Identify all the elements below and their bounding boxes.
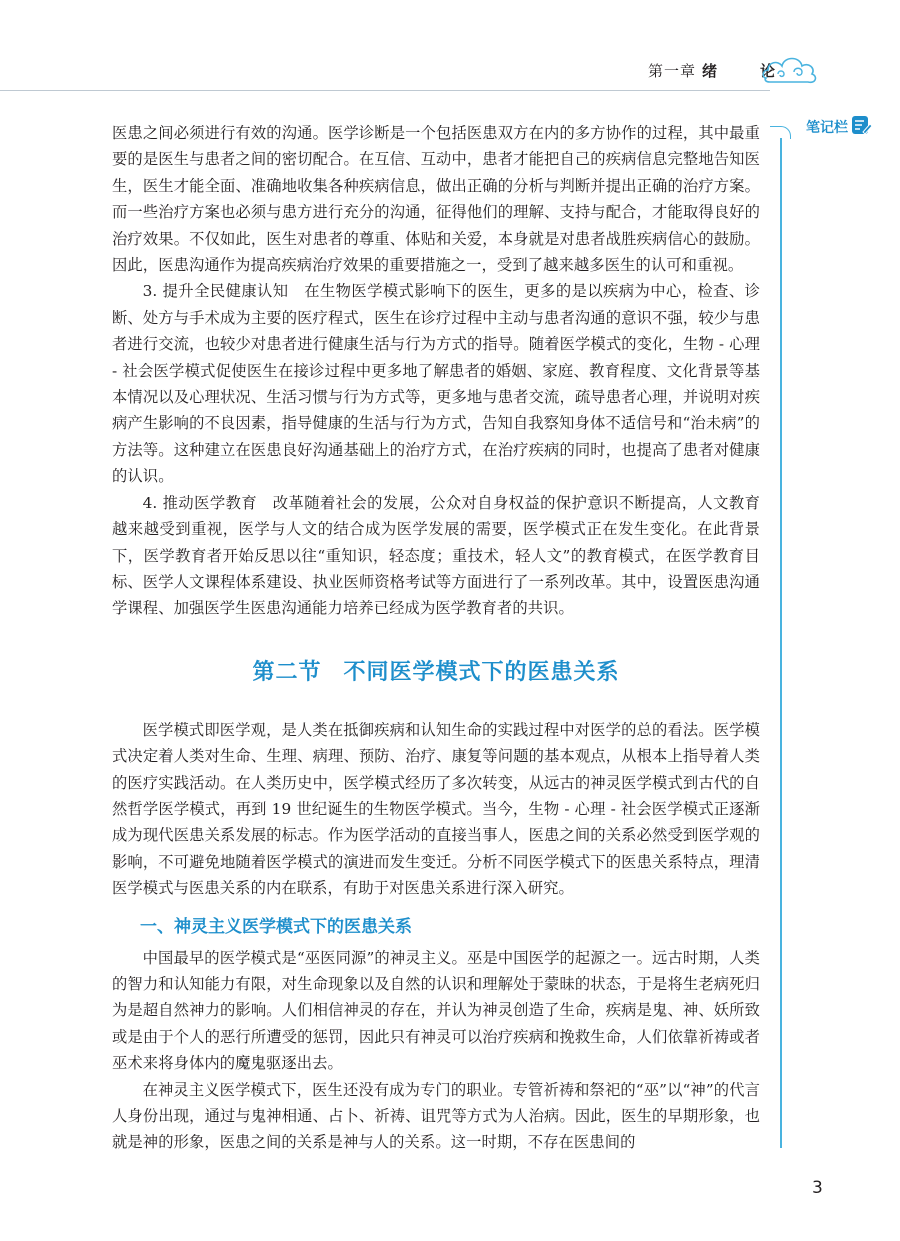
cloud-ornament-icon: [760, 48, 820, 90]
paragraph-medical-model-intro: 医学模式即医学观，是人类在抵御疾病和认知生命的实践过程中对医学的总的看法。医学模式决定着人类对生命、生理、病理、预防、治疗、康复等问题的基本观点，从根本上指导着人类的医疗实践活动。在人类历史中，医学模式经历了多次转变，从远古的神灵医学模式到古代的自然哲学医学模式，再到 19 世纪诞生的生物医学模式。当今，生物 - 心理 - 社会医学模式正逐渐成为现代医患关系发展的标志。作为医学活动的直接当事人，医患之间的关系必然受到医学观的影响，不可避免地随着医学模式的演进而发生变迁。分析不同医学模式下的医患关系特点，理清医学模式与医患关系的内在联系，有助于对医患关系进行深入研究。: [112, 720, 760, 898]
pencil-note-icon: [850, 114, 872, 136]
section-title: 不同医学模式下的医患关系: [343, 659, 620, 685]
page-header: [0, 0, 900, 110]
paragraph-health-awareness: 3. 提升全民健康认知 在生物医学模式影响下的医生，更多的是以疾病为中心，检查、诊断、处方与手术成为主要的医疗程式，医生在诊疗过程中主动与患者沟通的意识不强，较少与患者进行交流，也较少对患者进行健康生活与行为方式的指导。随着医学模式的变化，生物 - 心理 - 社会医学模式促使医生在接诊过程中更多地了解患者的婚姻、家庭、教育程度、文化背景等基本情况以及心理状况、生活习惯与行为方式等，更多地与患者交流，疏导患者心理，并说明对疾病产生影响的不良因素，指导健康的生活与行为方式，告知自我察知身体不适信号和“治未病”的方法等。这种建立在医患良好沟通基础上的治疗方式，在治疗疾病的同时，也提高了患者对健康的认识。: [112, 282, 760, 486]
subsection-heading: 一、神灵主义医学模式下的医患关系: [140, 916, 412, 937]
section-number: 第二节: [252, 659, 322, 685]
main-content: [112, 120, 760, 1156]
notes-column-rule: [780, 138, 782, 1148]
paragraph-spiritualism-origin: 中国最早的医学模式是“巫医同源”的神灵主义。巫是中国医学的起源之一。远古时期，人类的智力和认知能力有限，对生命现象以及自然的认识和理解处于蒙昧的状态，于是将生老病死归为是超自然神力的影响。人们相信神灵的存在，并认为神灵创造了生命，疾病是鬼、神、妖所致或是由于个人的恶行所遭受的惩罚，因此只有神灵可以治疗疾病和挽救生命，人们依靠祈祷或者巫术来将身体内的魔鬼驱逐出去。: [112, 948, 760, 1073]
chapter-title: 绪 论: [702, 62, 790, 80]
paragraph-medical-education: 4. 推动医学教育 改革随着社会的发展，公众对自身权益的保护意识不断提高，人文教育越来越受到重视，医学与人文的结合成为医学发展的需要，医学模式正在发生变化。在此背景下，医学教育者开始反思以往“重知识，轻态度；重技术，轻人文”的教育模式，在医学教育目标、医学人文课程体系建设、执业医师资格考试等方面进行了一系列改革。其中，设置医患沟通学课程、加强医学生医患沟通能力培养已经成为医学教育者的共识。: [112, 493, 760, 618]
notes-column-label: 笔记栏: [806, 120, 848, 136]
paragraph-spiritualism-doctor: 在神灵主义医学模式下，医生还没有成为专门的职业。专管祈祷和祭祀的“巫”以“神”的代言人身份出现，通过与鬼神相通、占卜、祈祷、诅咒等方式为人治病。因此，医生的早期形象，也就是神的形象，医患之间的关系是神与人的关系。这一时期，不存在医患间的: [112, 1080, 760, 1152]
header-rule: [0, 90, 770, 91]
chapter-label: 第一章: [648, 62, 697, 80]
section-heading: [112, 655, 760, 686]
page-number: 3: [812, 1178, 823, 1198]
paragraph-continued: 医患之间必须进行有效的沟通。医学诊断是一个包括医患双方在内的多方协作的过程，其中最重要的是医生与患者之间的密切配合。在互信、互动中，患者才能把自己的疾病信息完整地告知医生，医生才能全面、准确地收集各种疾病信息，做出正确的分析与判断并提出正确的治疗方案。而一些治疗方案也必须与患方进行充分的沟通，征得他们的理解、支持与配合，才能取得良好的治疗效果。不仅如此，医生对患者的尊重、体贴和关爱，本身就是对患者战胜疾病信心的鼓励。因此，医患沟通作为提高疾病治疗效果的重要措施之一，受到了越来越多医生的认可和重视。: [112, 124, 760, 275]
